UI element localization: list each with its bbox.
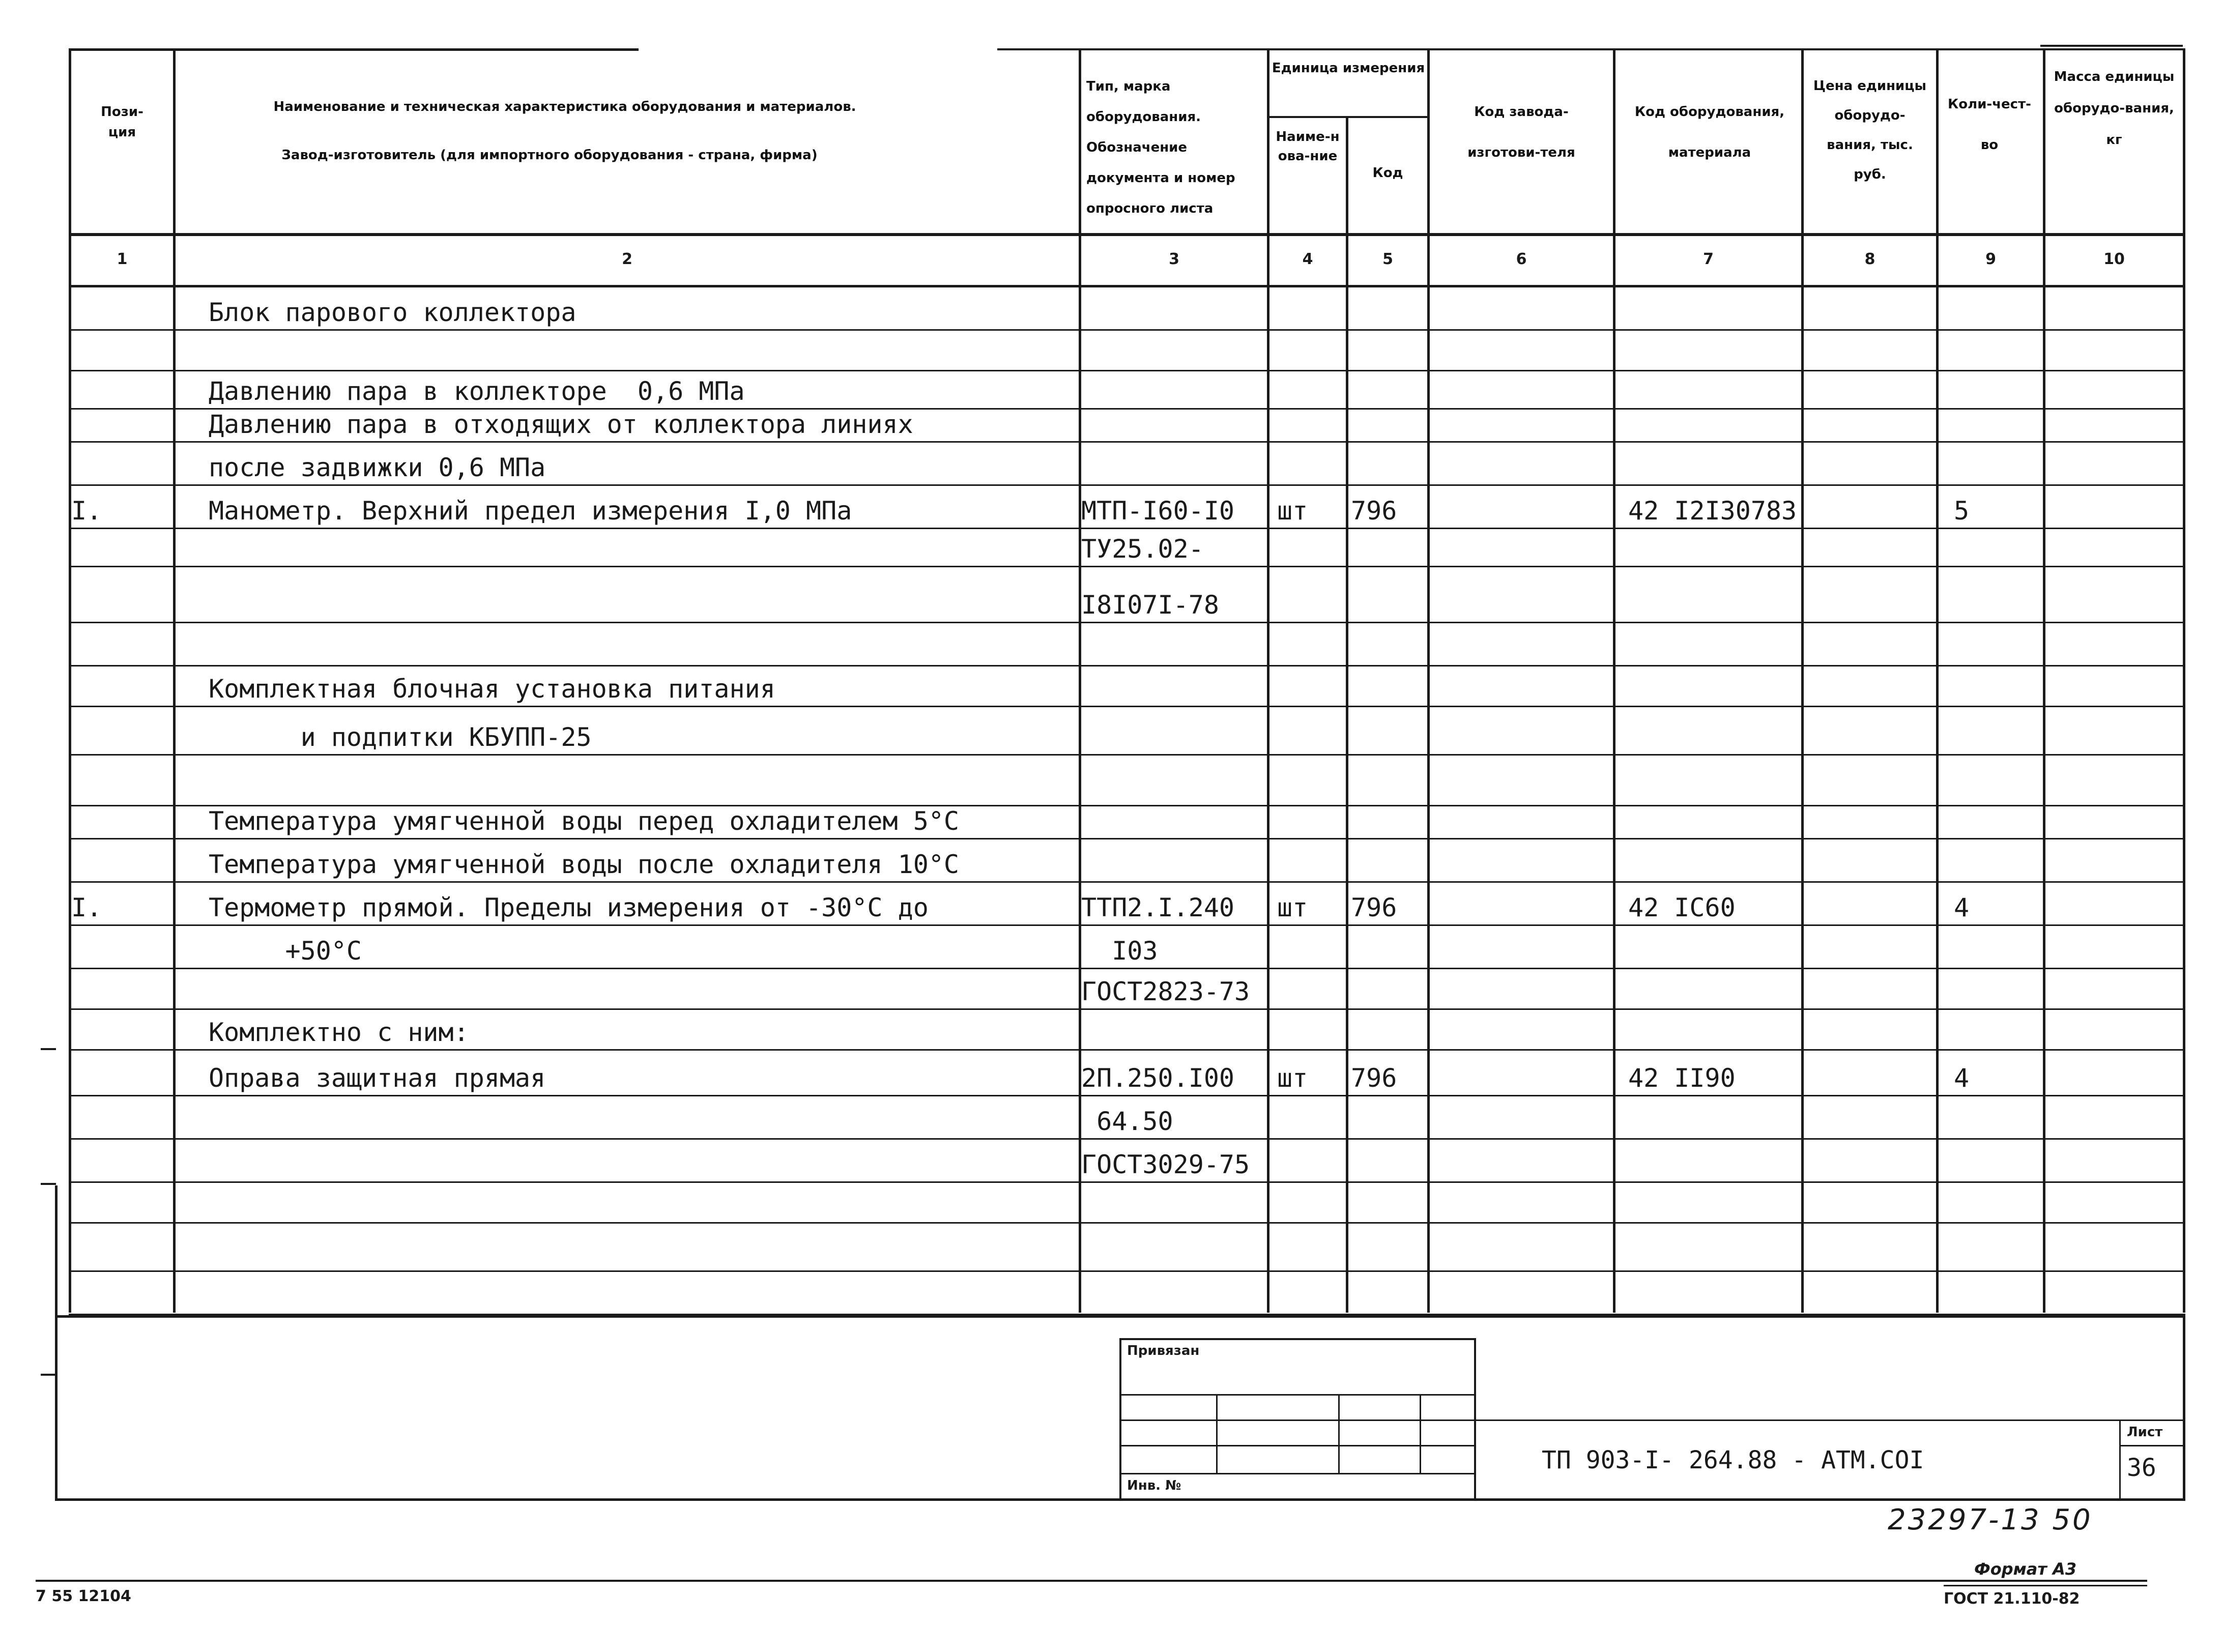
header-name-line2: Завод-изготовитель (для импортного оборудования - страна, фирма)	[281, 148, 818, 163]
column-number: 5	[1382, 250, 1393, 268]
cell-unit-code: 796	[1351, 1063, 1397, 1093]
header-quantity: Коли-чест-во	[1948, 97, 2031, 153]
cell-unit-code: 796	[1351, 893, 1397, 922]
cell-type: ГОСТ3029-75	[1081, 1150, 1250, 1179]
column-number: 9	[1985, 250, 1996, 268]
cell-name: Комплектная блочная установка питания	[209, 674, 775, 704]
sheet-label: Лист	[2127, 1425, 2163, 1440]
sheet-number: 36	[2127, 1454, 2156, 1482]
cell-material-code: 42 II90	[1628, 1063, 1736, 1093]
gost-label: ГОСТ 21.110-82	[1944, 1590, 2080, 1608]
header-unit-code: Код	[1372, 165, 1403, 181]
cell-material-code: 42 I2I30783	[1628, 496, 1797, 526]
cell-material-code: 42 IC60	[1628, 893, 1736, 922]
header-unit-group: Единица измерения	[1272, 61, 1425, 76]
column-number: 2	[622, 250, 632, 268]
cell-unit-code: 796	[1351, 496, 1397, 526]
cell-position: I.	[71, 893, 102, 922]
margin-tick	[41, 1183, 56, 1185]
cell-name: Температура умягченной воды после охладителя 10°С	[209, 850, 960, 879]
header-plant-code: Код завода-изготови-теля	[1467, 104, 1575, 160]
column-number: 10	[2103, 250, 2125, 268]
cell-type: МТП-I60-I0	[1081, 496, 1235, 526]
format-label: Формат А3	[1974, 1559, 2077, 1579]
cell-quantity: 4	[1954, 1063, 1970, 1093]
left-code: 7 55 12104	[36, 1587, 131, 1605]
cell-name: Термометр прямой. Пределы измерения от -30°С до	[209, 893, 929, 922]
column-number: 4	[1302, 250, 1313, 268]
cell-name: и подпитки КБУПП-25	[209, 722, 592, 752]
column-number: 8	[1864, 250, 1875, 268]
cell-type: 2П.250.I00	[1081, 1063, 1235, 1093]
header-material-code: Код оборудования, материала	[1634, 104, 1785, 160]
header-unit-name: Наиме-нова-ние	[1276, 129, 1340, 164]
header-price: Цена единицы оборудо-вания, тыс. руб.	[1813, 78, 1927, 182]
cell-name: +50°С	[209, 936, 362, 966]
header-position: Пози- ция	[101, 104, 143, 140]
cell-name: после задвижки 0,6 МПа	[209, 453, 546, 482]
cell-name: Давлению пара в отходящих от коллектора линиях	[209, 410, 913, 439]
margin-tick	[41, 1374, 56, 1376]
cell-type: I03	[1081, 936, 1158, 966]
header-mass: Масса единицы оборудо-вания, кг	[2054, 69, 2175, 148]
cell-unit: шт	[1277, 1063, 1308, 1093]
cell-position: I.	[71, 496, 102, 526]
cell-name: Температура умягченной воды перед охладителем 5°С	[209, 806, 960, 836]
cell-unit: шт	[1277, 496, 1308, 526]
handwritten-number: 23297-13 50	[1888, 1503, 2093, 1537]
cell-type: I8I07I-78	[1081, 590, 1219, 620]
column-number: 3	[1169, 250, 1179, 268]
column-number: 6	[1516, 250, 1527, 268]
header-name-line1: Наименование и техническая характеристика оборудования и материалов.	[273, 99, 856, 114]
cell-type: ТУ25.02-	[1081, 534, 1204, 564]
stamp-inv-no: Инв. №	[1127, 1478, 1181, 1493]
cell-type: 64.50	[1081, 1107, 1173, 1136]
cell-type: ГОСТ2823-73	[1081, 977, 1250, 1006]
cell-name: Оправа защитная прямая	[209, 1063, 546, 1093]
margin-tick	[41, 1048, 56, 1050]
cell-name: Давлению пара в коллекторе 0,6 МПа	[209, 376, 745, 406]
cell-quantity: 5	[1954, 496, 1970, 526]
column-number: 1	[117, 250, 128, 268]
stamp-privyazan: Привязан	[1127, 1343, 1200, 1358]
cell-name: Комплектно с ним:	[209, 1018, 469, 1047]
header-type: Тип, марка оборудования. Обозначение документа и номер опросного листа	[1086, 79, 1235, 216]
cell-name: Блок парового коллектора	[209, 298, 576, 327]
cell-quantity: 4	[1954, 893, 1970, 922]
cell-type: ТТП2.I.240	[1081, 893, 1235, 922]
cell-unit: шт	[1277, 893, 1308, 922]
document-designation: ТП 903-I- 264.88 - АТМ.СОI	[1542, 1446, 1924, 1474]
column-number: 7	[1703, 250, 1714, 268]
cell-name: Манометр. Верхний предел измерения I,0 МПа	[209, 496, 852, 526]
